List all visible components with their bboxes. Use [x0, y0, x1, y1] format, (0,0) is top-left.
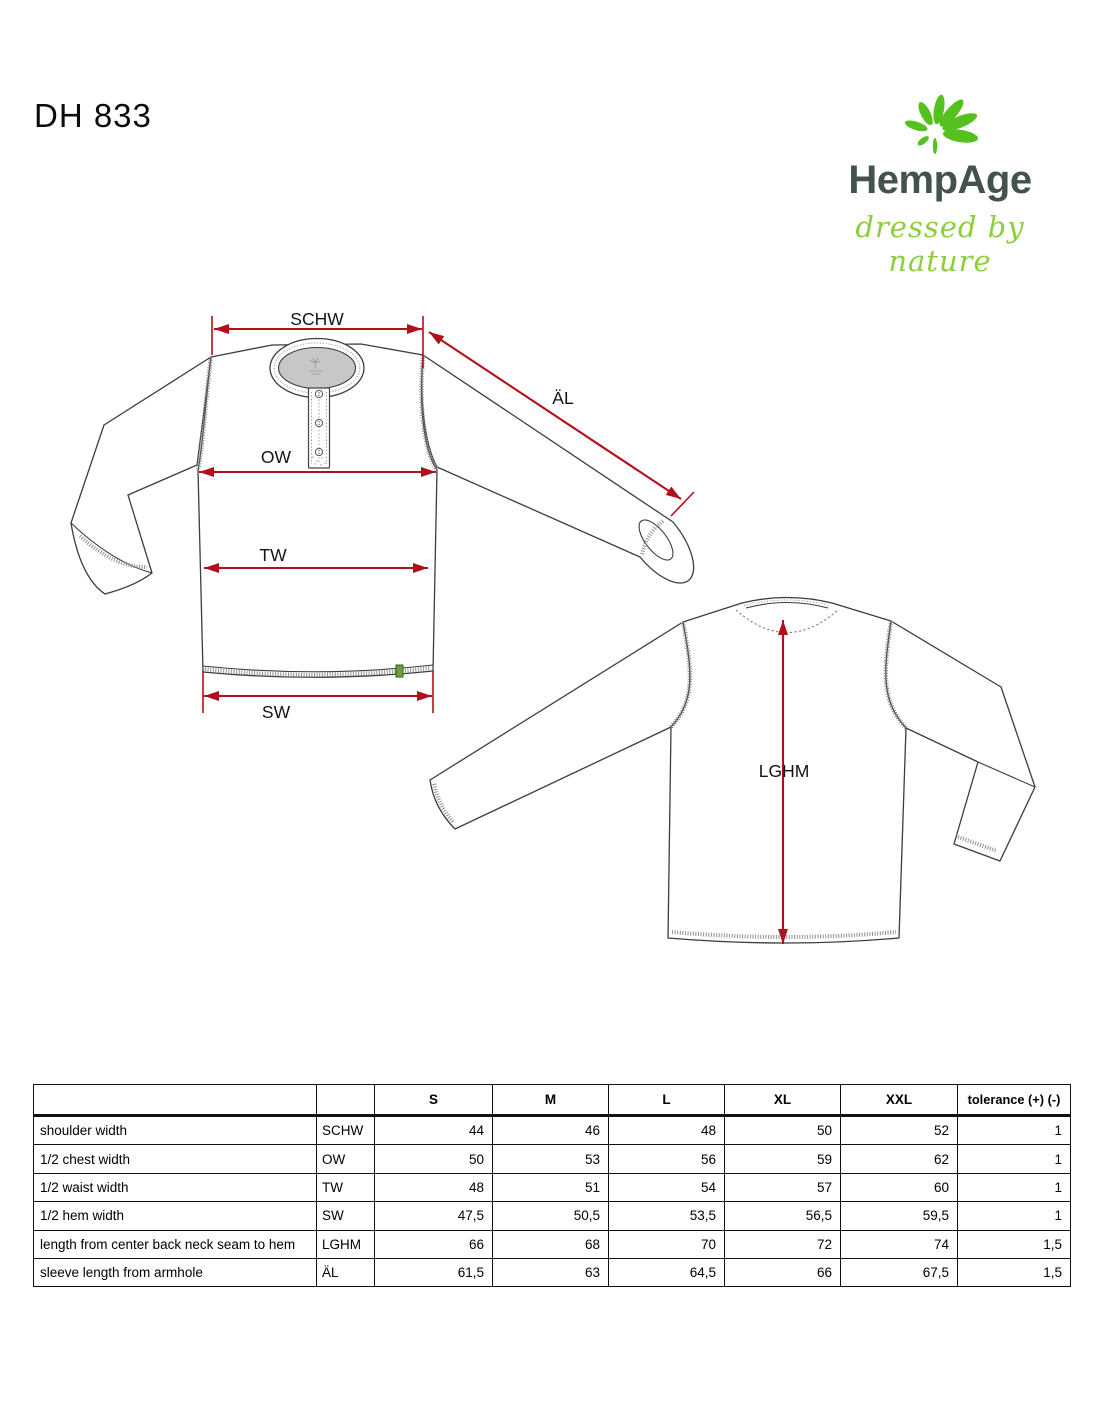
hemp-leaf-icon — [858, 84, 1008, 162]
measure-code: SW — [317, 1202, 375, 1230]
measure-label: shoulder width — [34, 1116, 317, 1145]
size-table-header-row — [34, 1085, 1071, 1116]
tolerance-value: 1 — [958, 1116, 1071, 1145]
size-value: 51 — [493, 1173, 609, 1201]
size-value: 63 — [493, 1258, 609, 1286]
size-value: 53,5 — [609, 1202, 725, 1230]
size-header-xl: XL — [725, 1085, 841, 1116]
sw-label: SW — [261, 702, 291, 722]
measure-label: 1/2 chest width — [34, 1145, 317, 1173]
size-value: 56 — [609, 1145, 725, 1173]
table-row — [34, 1173, 1071, 1201]
technical-drawing — [0, 300, 1100, 960]
measure-label: 1/2 waist width — [34, 1173, 317, 1201]
logo-wordmark: HempAge — [848, 158, 1032, 202]
schw-label: SCHW — [290, 309, 344, 329]
size-value: 74 — [841, 1230, 958, 1258]
measure-code: LGHM — [317, 1230, 375, 1258]
table-row — [34, 1116, 1071, 1145]
front-view-drawing — [71, 339, 694, 678]
table-row — [34, 1230, 1071, 1258]
measure-label: 1/2 hem width — [34, 1202, 317, 1230]
size-table — [33, 1084, 1071, 1287]
size-header-l: L — [609, 1085, 725, 1116]
hem-tag — [396, 665, 403, 677]
size-value: 61,5 — [375, 1258, 493, 1286]
size-value: 48 — [375, 1173, 493, 1201]
henley-placket — [309, 388, 330, 468]
size-value: 62 — [841, 1145, 958, 1173]
tolerance-value: 1,5 — [958, 1230, 1071, 1258]
size-value: 57 — [725, 1173, 841, 1201]
size-value: 50,5 — [493, 1202, 609, 1230]
ow-label: OW — [260, 447, 292, 467]
table-row — [34, 1258, 1071, 1286]
size-value: 59,5 — [841, 1202, 958, 1230]
size-value: 56,5 — [725, 1202, 841, 1230]
back-view-drawing — [430, 598, 1035, 944]
size-value: 67,5 — [841, 1258, 958, 1286]
empty-header-cell — [34, 1085, 317, 1116]
size-value: 64,5 — [609, 1258, 725, 1286]
size-value: 54 — [609, 1173, 725, 1201]
measure-code: OW — [317, 1145, 375, 1173]
measure-code: SCHW — [317, 1116, 375, 1145]
table-row — [34, 1202, 1071, 1230]
size-value: 66 — [375, 1230, 493, 1258]
tolerance-value: 1,5 — [958, 1258, 1071, 1286]
measure-label: sleeve length from armhole — [34, 1258, 317, 1286]
tw-label: TW — [259, 545, 287, 565]
size-header-s: S — [375, 1085, 493, 1116]
back-right-sleeve — [886, 621, 1035, 861]
tolerance-value: 1 — [958, 1173, 1071, 1201]
lghm-label: LGHM — [758, 761, 810, 781]
size-value: 47,5 — [375, 1202, 493, 1230]
size-value: 59 — [725, 1145, 841, 1173]
size-value: 66 — [725, 1258, 841, 1286]
measure-label: length from center back neck seam to hem — [34, 1230, 317, 1258]
size-value: 50 — [375, 1145, 493, 1173]
size-value: 72 — [725, 1230, 841, 1258]
back-left-sleeve — [430, 622, 690, 829]
front-left-sleeve — [71, 357, 211, 594]
measure-code: ÄL — [317, 1258, 375, 1286]
page-title: DH 833 — [34, 97, 152, 134]
size-value: 52 — [841, 1116, 958, 1145]
measure-code: TW — [317, 1173, 375, 1201]
size-value: 60 — [841, 1173, 958, 1201]
size-header-xxl: XXL — [841, 1085, 958, 1116]
size-value: 53 — [493, 1145, 609, 1173]
size-value: 46 — [493, 1116, 609, 1145]
empty-header-cell — [317, 1085, 375, 1116]
size-header-m: M — [493, 1085, 609, 1116]
size-value: 50 — [725, 1116, 841, 1145]
tolerance-value: 1 — [958, 1202, 1071, 1230]
size-value: 48 — [609, 1116, 725, 1145]
table-row — [34, 1145, 1071, 1173]
logo-tagline: dressed by nature — [855, 210, 1025, 278]
tolerance-header: tolerance (+) (-) — [958, 1085, 1071, 1116]
al-label: ÄL — [552, 388, 574, 408]
size-value: 44 — [375, 1116, 493, 1145]
size-value: 70 — [609, 1230, 725, 1258]
brand-logo — [815, 80, 1065, 278]
tolerance-value: 1 — [958, 1145, 1071, 1173]
size-value: 68 — [493, 1230, 609, 1258]
